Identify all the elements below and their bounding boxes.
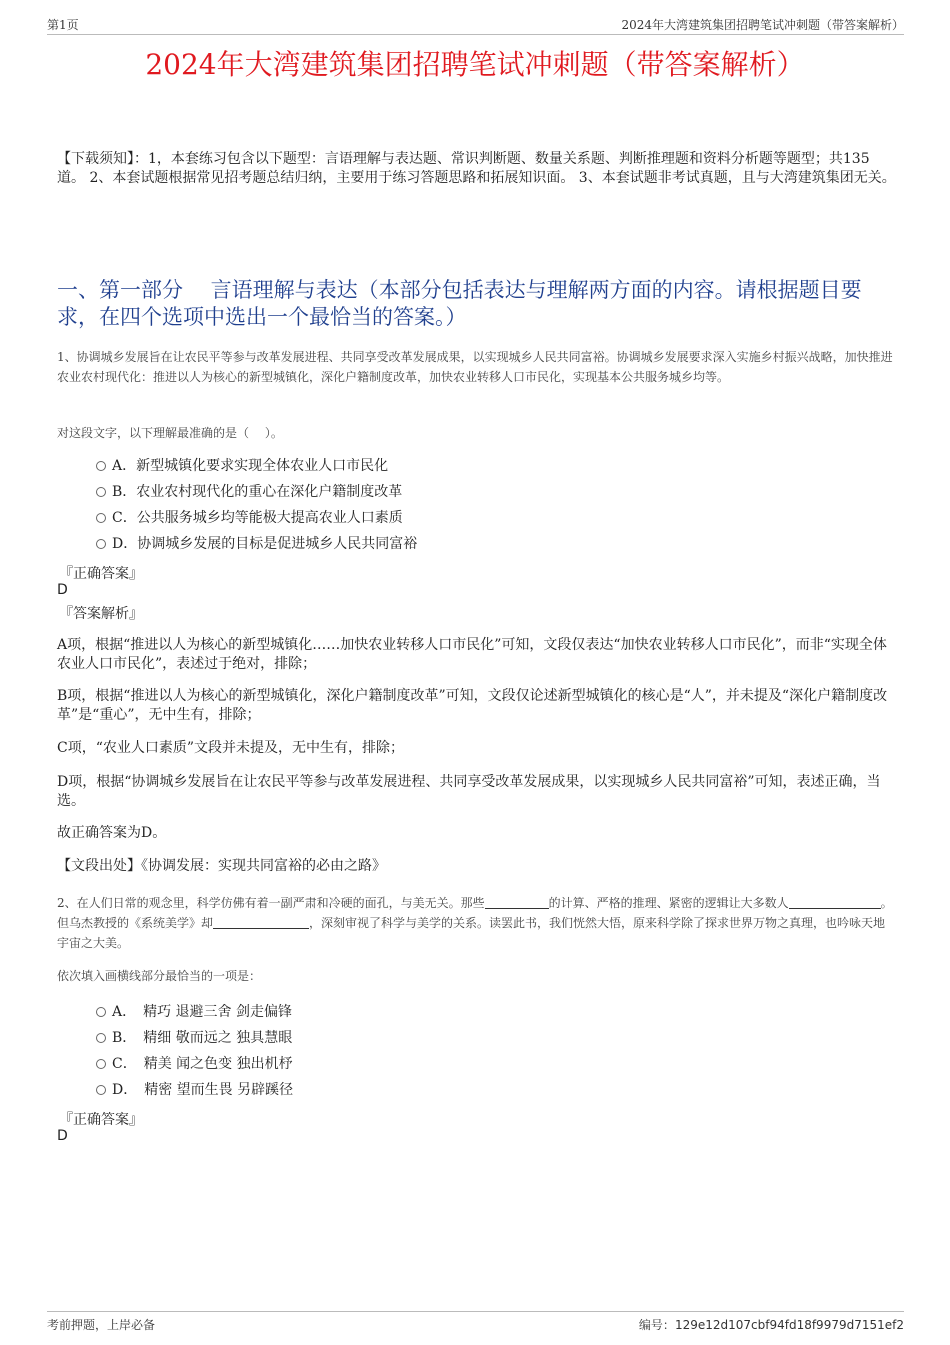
question-2-prompt: 依次填入画横线部分最恰当的一项是：: [57, 969, 262, 983]
analysis-b: B项，根据“推进以人为核心的新型城镇化，深化户籍制度改革”可知，文段仅论述新型城镇化的核心是“人”，并未提及“深化户籍制度改革”是“重心”，无中生有，排除；: [57, 688, 888, 723]
page-number: 第1页: [47, 18, 79, 32]
answer-blank-2: [789, 896, 881, 909]
radio-icon[interactable]: [96, 461, 106, 471]
radio-icon[interactable]: [96, 513, 106, 523]
footer-slogan: 考前押题，上岸必备: [47, 1318, 156, 1332]
question-1-analysis-label: 『答案解析』: [59, 606, 143, 622]
page-footer: [47, 1311, 904, 1332]
page-header: [47, 14, 904, 35]
question-1-answer: D: [57, 582, 68, 598]
radio-icon[interactable]: [96, 1059, 106, 1069]
analysis-source: 【文段出处】《协调发展：实现共同富裕的必由之路》: [57, 858, 386, 874]
radio-icon[interactable]: [96, 487, 106, 497]
answer-blank-3: [213, 916, 309, 929]
question-1-text: 1、协调城乡发展旨在让农民平等参与改革发展进程、共同享受改革发展成果，以实现城乡人民共同富裕。协调城乡发展要求深入实施乡村振兴战略，加快推进农业农村现代化：推进以人为核心的新型城镇化，深化户籍制度改革，加快农业转移人口市民化，实现基本公共服务城乡均等。: [57, 350, 893, 384]
question-1-option-b[interactable]: B．农业农村现代化的重心在深化户籍制度改革: [96, 482, 402, 502]
question-1-prompt: 对这段文字，以下理解最准确的是（ ）。: [57, 426, 283, 440]
analysis-c: C项，“农业人口素质”文段并未提及，无中生有，排除；: [57, 740, 405, 756]
radio-icon[interactable]: [96, 1085, 106, 1095]
question-1-option-a[interactable]: A．新型城镇化要求实现全体农业人口市民化: [96, 456, 388, 476]
analysis-d: D项，根据“协调城乡发展旨在让农民平等参与改革发展进程、共同享受改革发展成果，以实现城乡人民共同富裕”可知，表述正确，当选。: [57, 774, 881, 809]
analysis-conclusion: 故正确答案为D。: [57, 825, 167, 841]
analysis-a: A项，根据“推进以人为核心的新型城镇化……加快农业转移人口市民化”可知，文段仅表达“加快农业转移人口市民化”，而非“实现全体农业人口市民化”，表述过于绝对，排除；: [57, 637, 887, 672]
question-2-option-b[interactable]: B． 精细 敬而远之 独具慧眼: [96, 1028, 292, 1048]
question-1-answer-label: 『正确答案』: [59, 566, 143, 582]
section-heading: 一、第一部分 言语理解与表达（本部分包括表达与理解两方面的内容。请根据题目要求，在四个选项中选出一个最恰当的答案。）: [57, 278, 862, 329]
question-1-option-d[interactable]: D．协调城乡发展的目标是促进城乡人民共同富裕: [96, 534, 417, 554]
header-doc-title: 2024年大湾建筑集团招聘笔试冲刺题（带答案解析）: [621, 18, 904, 32]
download-notice: 【下载须知】：1，本套练习包含以下题型：言语理解与表达题、常识判断题、数量关系题、判断推理题和资料分析题等题型；共135道。 2、本套试题根据常见招考题总结归纳，主要用于练习答题思路和拓展知识面。 3、本套试题非考试真题，且与大湾建筑集团无关。: [57, 151, 896, 186]
radio-icon[interactable]: [96, 1007, 106, 1017]
question-2-option-c[interactable]: C． 精美 闻之色变 独出机杼: [96, 1054, 293, 1074]
question-2-text: 2、在人们日常的观念里，科学仿佛有着一副严肃和冷硬的面孔，与美无关。那些 的计算、严格的推理、紧密的逻辑让大多数人 。但乌杰教授的《系统美学》却 ，深刻审视了科学与美学的关系。读罢此书，我们恍然大悟，原来科学除了探求世界万物之真理，也吟咏天地宇宙之大美。: [57, 896, 893, 950]
question-2-option-d[interactable]: D． 精密 望而生畏 另辟蹊径: [96, 1080, 293, 1100]
question-2-option-a[interactable]: A． 精巧 退避三舍 剑走偏锋: [96, 1002, 292, 1022]
document-title: 2024年大湾建筑集团招聘笔试冲刺题（带答案解析）: [145, 48, 805, 81]
question-2-answer: D: [57, 1128, 68, 1144]
footer-code: 编号：129e12d107cbf94fd18f9979d7151ef2: [638, 1318, 904, 1332]
radio-icon[interactable]: [96, 1033, 106, 1043]
question-2-answer-label: 『正确答案』: [59, 1112, 143, 1128]
question-1-option-c[interactable]: C．公共服务城乡均等能极大提高农业人口素质: [96, 508, 403, 528]
answer-blank-1: [485, 896, 549, 909]
radio-icon[interactable]: [96, 539, 106, 549]
